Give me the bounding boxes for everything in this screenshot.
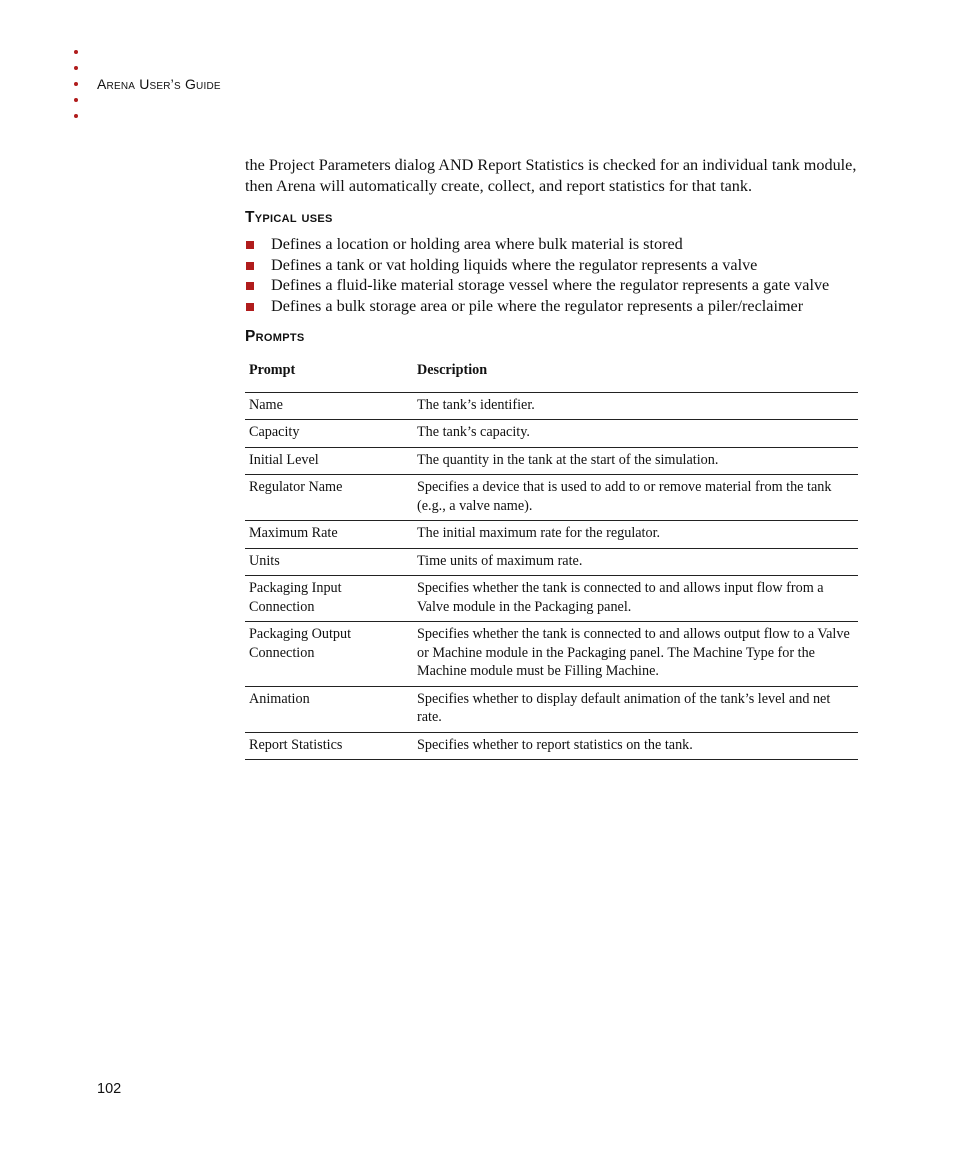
list-item-text: Defines a fluid-like material storage vessel where the regulator represents a gate valve	[271, 276, 830, 294]
typical-uses-list	[245, 234, 858, 316]
description-cell: The initial maximum rate for the regulator.	[413, 521, 858, 549]
prompt-cell: Initial Level	[245, 447, 413, 475]
list-item	[245, 234, 858, 255]
list-item	[245, 296, 858, 317]
intro-paragraph: the Project Parameters dialog AND Report Statistics is checked for an individual tank module, then Arena will automatically create, collect, and report statistics for that tank.	[245, 156, 857, 195]
prompt-cell: Name	[245, 392, 413, 420]
table-header-row	[245, 353, 858, 392]
list-item-text: Defines a tank or vat holding liquids where the regulator represents a valve	[271, 255, 758, 274]
table-row	[245, 392, 858, 420]
prompts-table	[245, 353, 858, 760]
list-item-text: Defines a location or holding area where bulk material is stored	[271, 235, 683, 253]
square-bullet-icon	[246, 303, 254, 311]
description-cell: Time units of maximum rate.	[413, 548, 858, 576]
prompt-cell: Packaging Input Connection	[245, 576, 413, 622]
description-cell: The tank’s capacity.	[413, 420, 858, 448]
margin-dot	[74, 98, 78, 102]
table-row	[245, 622, 858, 687]
description-cell: Specifies whether the tank is connected to and allows output flow to a Valve or Machine module in the Packaging panel. The Machine Type for the Machine module must be Filling Machine.	[413, 622, 858, 687]
list-item	[245, 255, 858, 276]
table-row	[245, 475, 858, 521]
prompt-cell: Units	[245, 548, 413, 576]
table-row	[245, 732, 858, 760]
prompt-cell: Packaging Output Connection	[245, 622, 413, 687]
description-cell: Specifies whether the tank is connected to and allows input flow from a Valve module in the Packaging panel.	[413, 576, 858, 622]
margin-dot	[74, 50, 78, 54]
column-header-prompt: Prompt	[245, 353, 413, 392]
table-row	[245, 686, 858, 732]
margin-dot	[74, 82, 78, 86]
description-cell: Specifies a device that is used to add to or remove material from the tank (e.g., a valve name).	[413, 475, 858, 521]
prompt-cell: Regulator Name	[245, 475, 413, 521]
list-item	[245, 275, 858, 296]
square-bullet-icon	[246, 262, 254, 270]
running-header: Arena User’s Guide	[97, 76, 221, 92]
page-number: 102	[97, 1081, 122, 1097]
column-header-description: Description	[413, 353, 858, 392]
description-cell: The tank’s identifier.	[413, 392, 858, 420]
table-row	[245, 420, 858, 448]
square-bullet-icon	[246, 241, 254, 249]
prompts-heading: Prompts	[245, 328, 305, 345]
prompt-cell: Maximum Rate	[245, 521, 413, 549]
table-row	[245, 521, 858, 549]
prompt-cell: Capacity	[245, 420, 413, 448]
table-row	[245, 548, 858, 576]
table-row	[245, 447, 858, 475]
table-row	[245, 576, 858, 622]
typical-uses-heading: Typical uses	[245, 209, 333, 226]
list-item-text: Defines a bulk storage area or pile where the regulator represents a piler/reclaimer	[271, 296, 804, 315]
prompt-cell: Animation	[245, 686, 413, 732]
prompt-cell: Report Statistics	[245, 732, 413, 760]
margin-dot	[74, 114, 78, 118]
description-cell: Specifies whether to display default animation of the tank’s level and net rate.	[413, 686, 858, 732]
description-cell: The quantity in the tank at the start of the simulation.	[413, 447, 858, 475]
square-bullet-icon	[246, 282, 254, 290]
description-cell: Specifies whether to report statistics on the tank.	[413, 732, 858, 760]
margin-dot	[74, 66, 78, 70]
page-content	[245, 155, 858, 760]
